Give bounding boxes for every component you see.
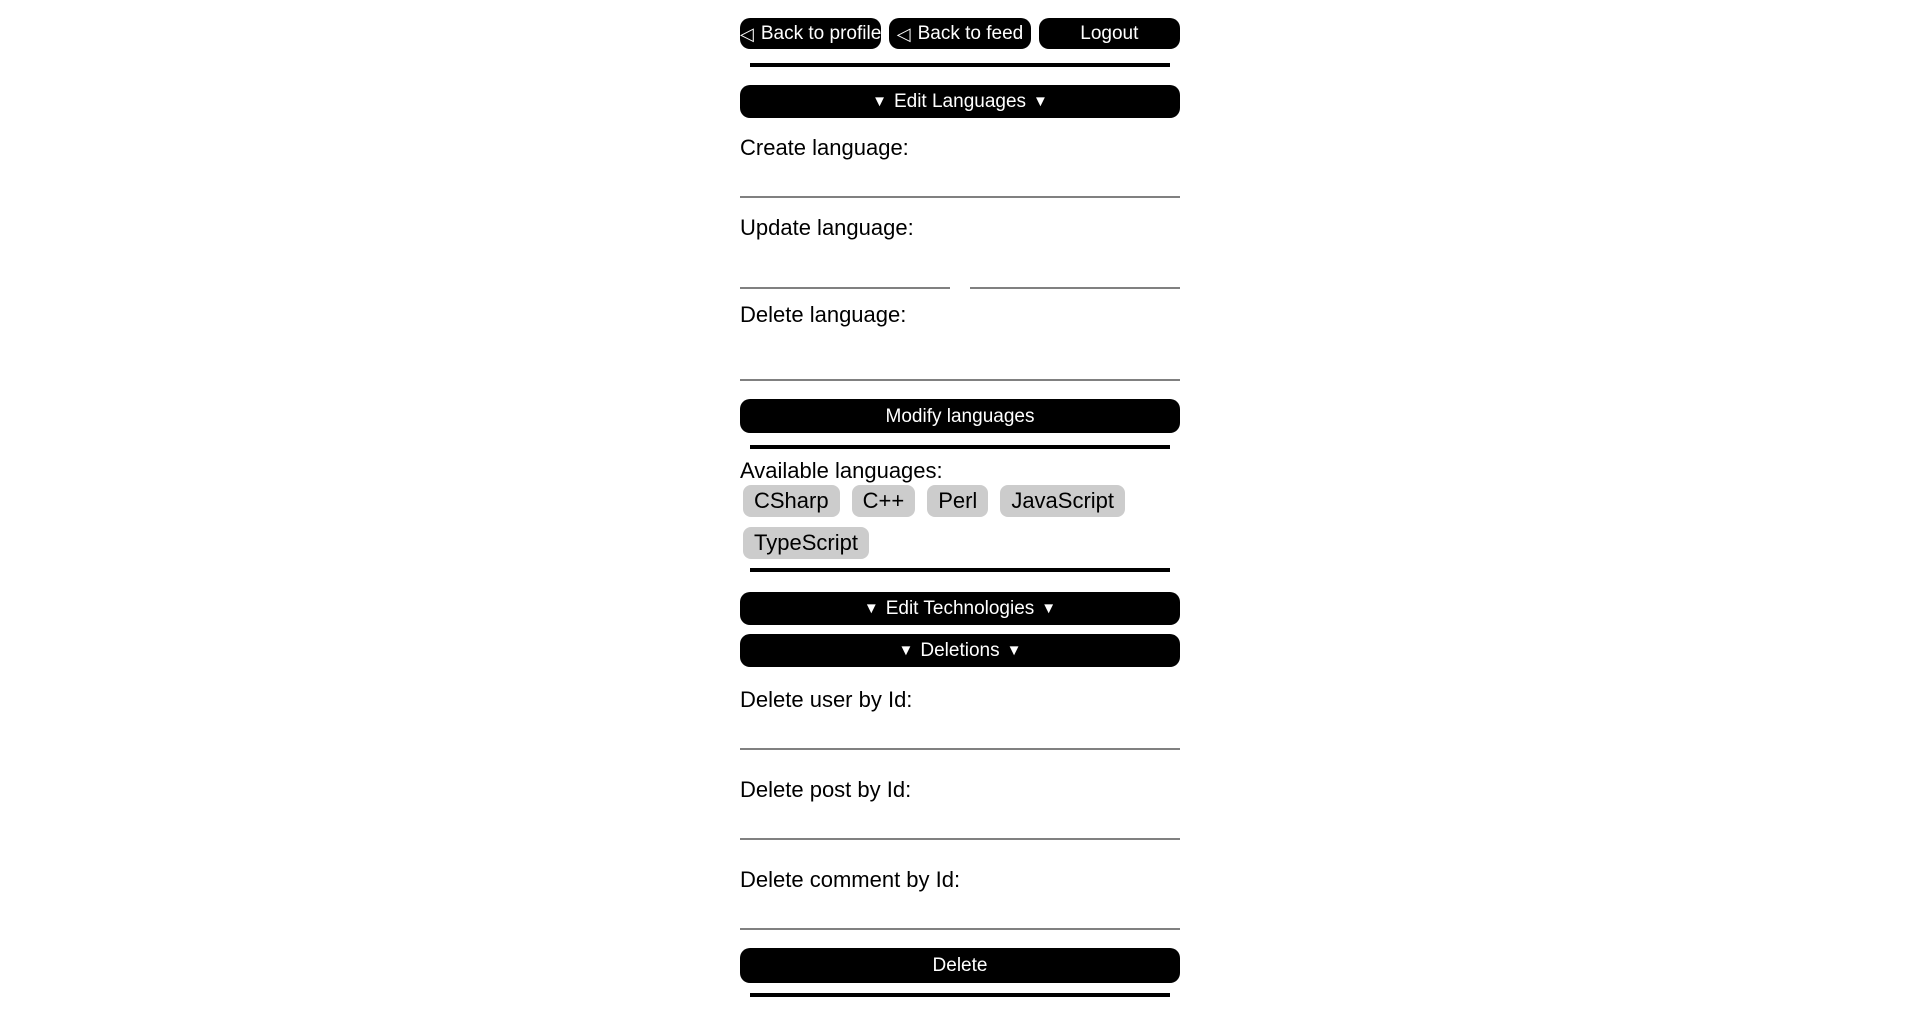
update-language-input-old[interactable] — [740, 257, 950, 289]
language-chip: TypeScript — [743, 527, 869, 559]
caret-down-icon: ▼ — [863, 600, 879, 617]
caret-down-icon: ▼ — [1006, 642, 1022, 659]
section-divider — [750, 445, 1170, 449]
back-to-profile-button[interactable] — [740, 18, 881, 49]
available-languages-label: Available languages: — [740, 458, 943, 483]
deletions-label: Deletions — [920, 640, 1000, 661]
back-to-feed-label: Back to feed — [917, 23, 1024, 44]
edit-technologies-label: Edit Technologies — [885, 598, 1035, 619]
delete-comment-label: Delete comment by Id: — [740, 867, 961, 892]
delete-comment-input[interactable] — [740, 898, 1180, 930]
edit-languages-toggle[interactable] — [740, 85, 1180, 118]
delete-button-label: Delete — [932, 955, 988, 976]
caret-down-icon: ▼ — [898, 642, 914, 659]
caret-down-icon: ▼ — [1041, 600, 1057, 617]
language-chip-row — [743, 485, 1180, 517]
section-divider — [750, 63, 1170, 67]
edit-languages-label: Edit Languages — [893, 91, 1027, 112]
language-chip-row — [743, 527, 1180, 559]
triangle-left-icon: ◁ — [896, 23, 911, 44]
language-chip: JavaScript — [1000, 485, 1125, 517]
deletions-toggle[interactable] — [740, 634, 1180, 667]
modify-languages-label: Modify languages — [885, 405, 1035, 427]
language-chip: CSharp — [743, 485, 840, 517]
delete-language-label: Delete language: — [740, 302, 907, 327]
caret-down-icon: ▼ — [1033, 93, 1048, 110]
section-divider — [750, 568, 1170, 572]
logout-label: Logout — [1080, 23, 1139, 44]
modify-languages-button[interactable] — [740, 399, 1180, 433]
delete-user-input[interactable] — [740, 718, 1180, 750]
update-language-input-new[interactable] — [970, 257, 1180, 289]
delete-post-input[interactable] — [740, 808, 1180, 840]
triangle-left-icon: ◁ — [740, 23, 754, 44]
admin-panel — [740, 18, 1180, 997]
delete-button[interactable] — [740, 948, 1180, 983]
edit-technologies-toggle[interactable] — [740, 592, 1180, 625]
logout-button[interactable] — [1039, 18, 1180, 49]
back-to-profile-label: Back to profile — [760, 23, 882, 44]
update-language-label: Update language: — [740, 215, 914, 240]
delete-user-label: Delete user by Id: — [740, 687, 913, 712]
back-to-feed-button[interactable] — [889, 18, 1030, 49]
delete-post-label: Delete post by Id: — [740, 777, 912, 802]
delete-language-input[interactable] — [740, 349, 1180, 381]
language-chip: Perl — [927, 485, 988, 517]
update-language-inputs — [740, 257, 1180, 289]
create-language-input[interactable] — [740, 166, 1180, 198]
create-language-label: Create language: — [740, 135, 909, 160]
section-divider — [750, 993, 1170, 997]
language-chip: C++ — [852, 485, 916, 517]
top-button-row — [740, 18, 1180, 49]
caret-down-icon: ▼ — [872, 93, 887, 110]
